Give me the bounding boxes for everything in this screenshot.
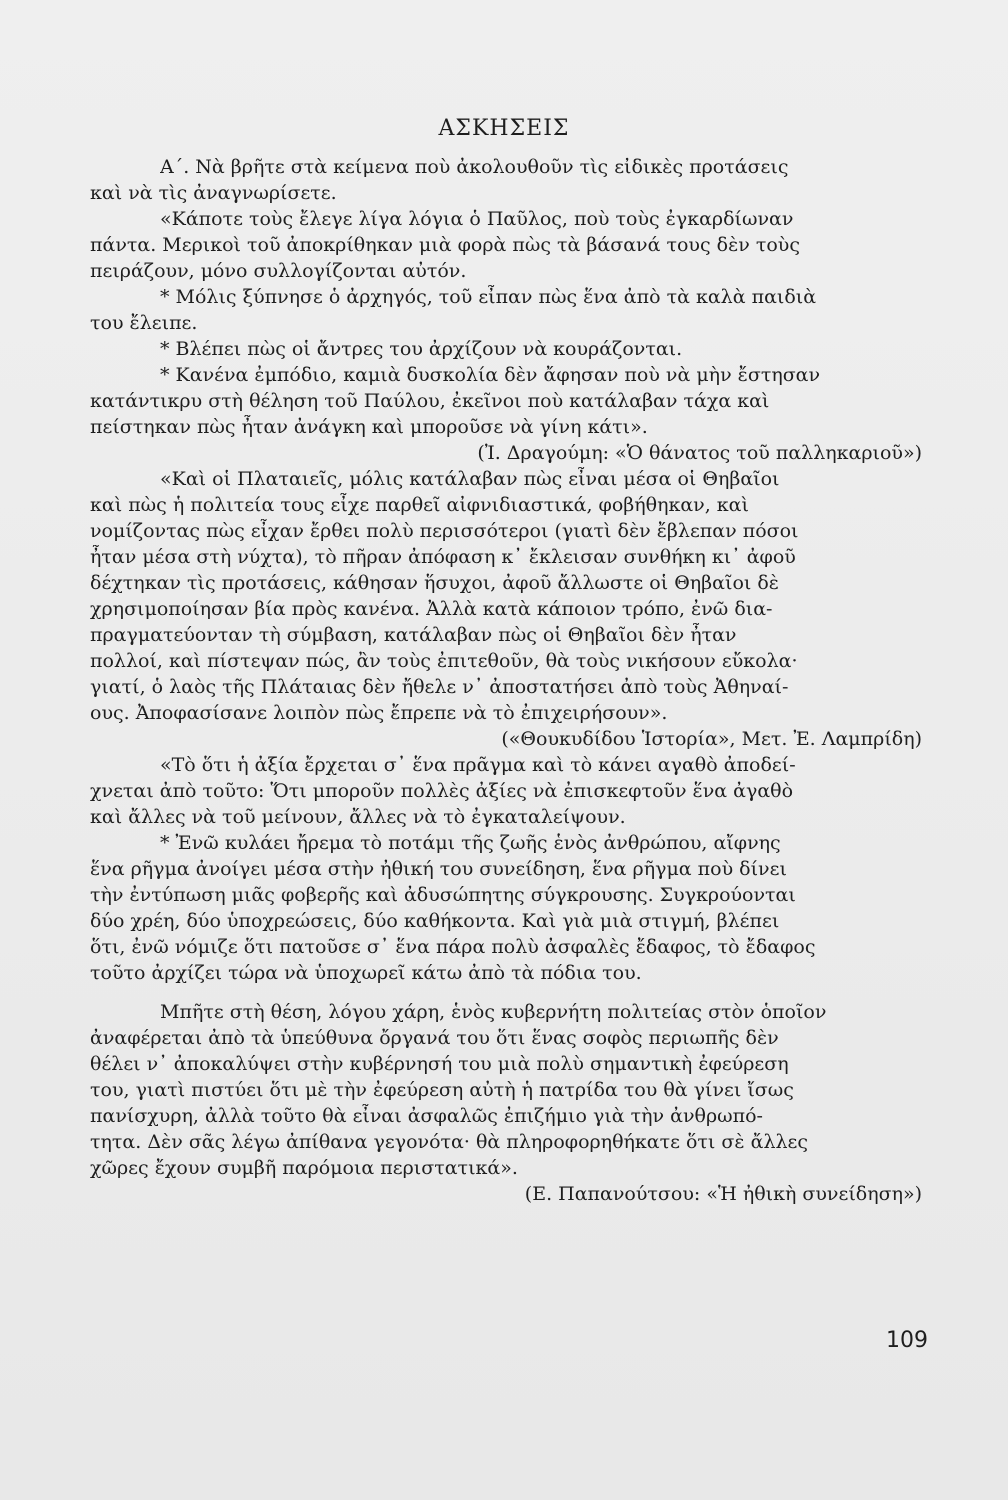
text-line: * Βλέπει πὼς οἱ ἄντρες του ἀρχίζουν νὰ κουράζονται. (160, 338, 683, 360)
text-line: νομίζοντας πὼς εἶχαν ἔρθει πολὺ περισσότεροι (γιατὶ δὲν ἔβλεπαν πόσοι (90, 520, 799, 542)
citation-line: («Θουκυδίδου Ἱστορία», Μετ. Ἐ. Λαμπρίδη) (501, 728, 922, 750)
text-line: χρησιμοποίησαν βία πρὸς κανένα. Ἀλλὰ κατὰ κάποιον τρόπο, ἐνῶ δια- (90, 598, 773, 620)
text-line: πραγματεύονταν τὴ σύμβαση, κατάλαβαν πὼς οἱ Θηβαῖοι δὲν ἦταν (90, 624, 737, 646)
text-line: καὶ νὰ τὶς ἀναγνωρίσετε. (90, 182, 337, 204)
text-line: «Καὶ οἱ Πλαταιεῖς, μόλις κατάλαβαν πὼς εἶναι μέσα οἱ Θηβαῖοι (160, 468, 780, 490)
text-line: ἕνα ρῆγμα ἀνοίγει μέσα στὴν ἠθική του συνείδηση, ἕνα ρῆγμα ποὺ δίνει (90, 858, 787, 880)
text-line: * Ἐνῶ κυλάει ἤρεμα τὸ ποτάμι τῆς ζωῆς ἑνὸς ἀνθρώπου, αἴφνης (160, 832, 781, 854)
text-line: χῶρες ἔχουν συμβῆ παρόμοια περιστατικά». (90, 1157, 518, 1179)
text-line: του, γιατὶ πιστύει ὅτι μὲ τὴν ἐφεύρεση αὐτὴ ἡ πατρίδα του θὰ γίνει ἴσως (90, 1079, 794, 1101)
text-line: γιατί, ὁ λαὸς τῆς Πλάταιας δὲν ἤθελε ν᾿ ἀποστατήσει ἀπὸ τοὺς Ἀθηναί- (90, 676, 789, 698)
text-line: «Τὸ ὅτι ἡ ἀξία ἔρχεται σ᾿ ἕνα πρᾶγμα καὶ τὸ κάνει αγαθὸ ἀποδεί- (160, 754, 796, 776)
citation-line: (Ε. Παπανούτσου: «Ἡ ἠθικὴ συνείδηση») (524, 1183, 922, 1205)
text-line: ους. Ἀποφασίσανε λοιπὸν πὼς ἔπρεπε νὰ τὸ ἐπιχειρήσουν». (90, 702, 668, 724)
text-line: πολλοί, καὶ πίστεψαν πώς, ἂν τοὺς ἐπιτεθοῦν, θὰ τοὺς νικήσουν εὔκολα· (90, 650, 798, 672)
text-line: του ἔλειπε. (90, 312, 198, 334)
text-line: τοῦτο ἀρχίζει τώρα νὰ ὑποχωρεῖ κάτω ἀπὸ τὰ πόδια του. (90, 962, 642, 984)
text-line: καὶ ἄλλες νὰ τοῦ μείνουν, ἄλλες νὰ τὸ ἐγκαταλείψουν. (90, 806, 626, 828)
text-line: Μπῆτε στὴ θέση, λόγου χάρη, ἑνὸς κυβερνήτη πολιτείας στὸν ὁποῖον (160, 1001, 827, 1023)
text-line: δύο χρέη, δύο ὑποχρεώσεις, δύο καθήκοντα. Καὶ γιὰ μιὰ στιγμή, βλέπει (90, 910, 780, 932)
text-line: ἀναφέρεται ἀπὸ τὰ ὑπεύθυνα ὄργανά του ὅτι ἕνας σοφὸς περιωπῆς δὲν (90, 1027, 779, 1049)
text-line: πειράζουν, μόνο συλλογίζονται αὐτόν. (90, 260, 467, 282)
text-line: «Κάποτε τοὺς ἔλεγε λίγα λόγια ὁ Παῦλος, ποὺ τοὺς ἐγκαρδίωναν (160, 208, 794, 230)
text-line: καὶ πὼς ἡ πολιτεία τους εἶχε παρθεῖ αἰφνιδιαστικά, φοβήθηκαν, καὶ (90, 494, 749, 516)
text-line: ἦταν μέσα στὴ νύχτα), τὸ πῆραν ἀπόφαση κ᾿ ἔκλεισαν συνθήκη κι᾿ ἀφοῦ (90, 546, 796, 568)
text-line: κατάντικρυ στὴ θέληση τοῦ Παύλου, ἐκεῖνοι ποὺ κατάλαβαν τάχα καὶ (90, 390, 770, 412)
text-line: * Κανένα ἐμπόδιο, καμιὰ δυσκολία δὲν ἄφησαν ποὺ νὰ μὴν ἔστησαν (160, 364, 821, 386)
text-line: πείστηκαν πὼς ἦταν ἀνάγκη καὶ μποροῦσε νὰ γίνη κάτι». (90, 416, 648, 438)
text-line: θέλει ν᾿ ἀποκαλύψει στὴν κυβέρνησή του μιὰ πολὺ σημαντικὴ ἐφεύρεση (90, 1053, 789, 1075)
text-line: τὴν ἐντύπωση μιᾶς φοβερῆς καὶ ἀδυσώπητης σύγκρουσης. Συγκρούονται (90, 884, 796, 906)
text-line: ὅτι, ἐνῶ νόμιζε ὅτι πατοῦσε σ᾿ ἕνα πάρα πολὺ ἀσφαλὲς ἔδαφος, τὸ ἔδαφος (90, 936, 816, 958)
text-line: τητα. Δὲν σᾶς λέγω ἀπίθανα γεγονότα· θὰ πληροφορηθήκατε ὅτι σὲ ἄλλες (90, 1131, 809, 1153)
citation-line: (Ἰ. Δραγούμη: «Ὁ θάνατος τοῦ παλληκαριοῦ») (477, 442, 922, 464)
text-line: Α΄. Νὰ βρῆτε στὰ κείμενα ποὺ ἀκολουθοῦν τὶς εἰδικὲς προτάσεις (160, 156, 789, 178)
page-title: ΑΣΚΗΣΕΙΣ (438, 116, 570, 141)
text-line: πανίσχυρη, ἀλλὰ τοῦτο θὰ εἶναι ἀσφαλῶς ἐπιζήμιο γιὰ τὴν ἀνθρωπό- (90, 1105, 763, 1127)
text-line: δέχτηκαν τὶς προτάσεις, κάθησαν ἥσυχοι, ἀφοῦ ἄλλωστε οἱ Θηβαῖοι δὲ (90, 572, 780, 594)
text-line: * Μόλις ξύπνησε ὁ ἀρχηγός, τοῦ εἶπαν πὼς ἕνα ἀπὸ τὰ καλὰ παιδιὰ (160, 286, 817, 308)
page-number: 109 (886, 1328, 928, 1353)
text-line: πάντα. Μερικοὶ τοῦ ἀποκρίθηκαν μιὰ φορὰ πὼς τὰ βάσανά τους δὲν τοὺς (90, 234, 800, 256)
text-line: χνεται ἀπὸ τοῦτο: Ὅτι μποροῦν πολλὲς ἀξίες νὰ ἐπισκεφτοῦν ἕνα ἀγαθὸ (90, 780, 794, 802)
